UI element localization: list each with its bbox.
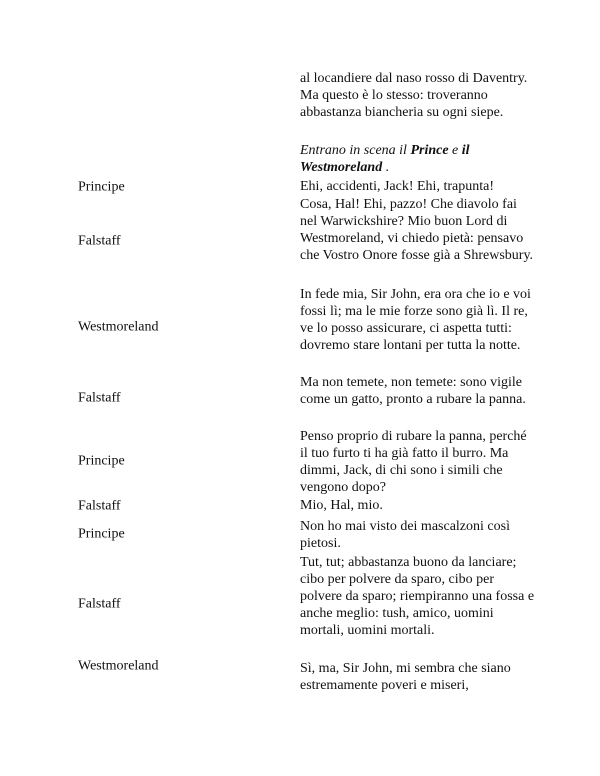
speech-text: Ma non temete, non temete: sono vigile come un gatto, pronto a rubare la panna. [300,375,526,407]
dialogue-row [0,554,600,656]
dialogue-row [0,178,600,195]
dialogue-row [0,196,600,281]
dialogue-row [0,70,600,138]
speech-text: In fede mia, Sir John, era ora che io e voi fossi lì; ma le mie forze sono già lì. Il re, ve lo posso assicurare, ci aspetta tutti: dovremo stare lontani per tutta la notte. [300,287,531,353]
dialogue-row [0,518,600,552]
speech-text: Penso proprio di rubare la panna, perché il tuo furto ti ha già fatto il burro. Ma dimmi, Jack, di chi sono i simili che vengono dopo? [300,429,527,495]
dialogue-row [0,497,600,514]
speaker-name: Falstaff [78,498,121,513]
speaker-name: Falstaff [78,233,121,249]
character-name-prince: Prince [410,143,449,158]
dialogue-row [0,428,600,496]
character-name-westmoreland: il Westmoreland [300,143,470,175]
speech-text: al locandiere dal naso rosso di Daventry. Ma questo è lo stesso: troveranno abbastanza biancheria su ogni siepe. [300,71,528,120]
dialogue-row [0,660,600,694]
dialogue-row [0,286,600,371]
speech-text: Tut, tut; abbastanza buono da lanciare; cibo per polvere da sparo, cibo per polvere da sparo; riempiranno una fossa e anche meglio: tush, amico, uomini mortali, uomini mortali. [300,555,535,638]
stage-direction-prefix: Entrano in scena il [300,143,411,158]
speaker-name: Falstaff [78,390,121,406]
speaker-name: Westmoreland [78,658,159,674]
speech-text: Non ho mai visto dei mascalzoni così pietosi. [300,519,510,551]
dialogue-row [0,374,600,425]
stage-direction-row [0,142,600,176]
speaker-name: Principe [78,453,125,469]
speech-text: Cosa, Hal! Ehi, pazzo! Che diavolo fai nel Warwickshire? Mio buon Lord di Westmoreland, vi chiedo pietà: pensavo che Vostro Onore fosse già a Shrewsbury. [300,197,534,263]
speech-text: Mio, Hal, mio. [300,498,383,513]
speaker-name: Falstaff [78,596,121,612]
stage-direction [300,142,535,176]
speaker-name: Principe [78,179,125,194]
speech-text: Ehi, accidenti, Jack! Ehi, trapunta! [300,179,494,194]
speaker-name: Principe [78,526,125,542]
stage-direction-suffix: . [382,160,390,175]
stage-direction-conjunction: e [448,143,462,158]
speaker-name: Westmoreland [78,319,159,335]
speech-text: Sì, ma, Sir John, mi sembra che siano estremamente poveri e miseri, [300,661,511,693]
